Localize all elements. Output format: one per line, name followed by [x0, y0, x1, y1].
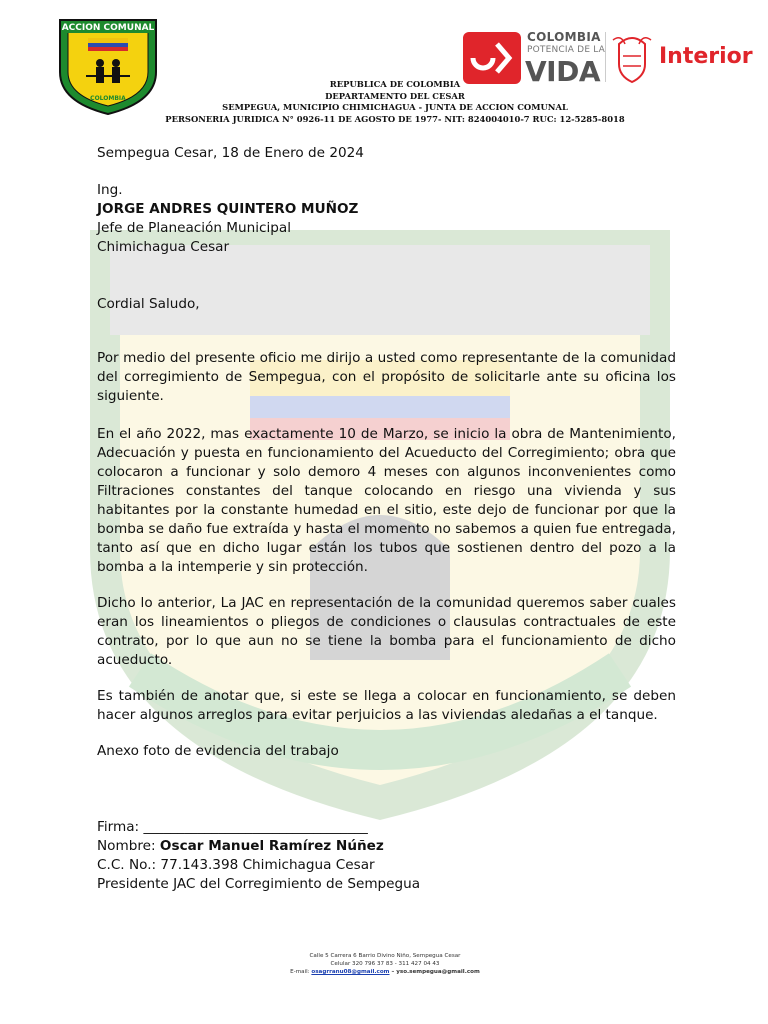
place-date: Sempegua Cesar, 18 de Enero de 2024	[97, 145, 364, 161]
paragraph-1: Por medio del presente oficio me dirijo a usted como representante de la comunidad del corregimiento de Sempegua, con el propósito de solicitarle ante su oficina los siguiente.	[97, 350, 676, 404]
footer	[250, 952, 520, 976]
signature-block	[97, 818, 676, 894]
paragraph-4: Es también de anotar que, si este se llega a colocar en funcionamiento, se deben hacer algunos arreglos para evitar perjuicios a las viviendas aledañas a el tanque.	[97, 688, 676, 723]
logo-top-text: ACCION COMUNAL	[61, 23, 155, 33]
recipient-title: Ing.	[97, 182, 123, 198]
email-separator: –	[389, 969, 397, 975]
coat-of-arms-icon	[611, 30, 653, 84]
footer-address: Calle 5 Carrera 6 Barrio Divino Niño, Sempegua Cesar	[309, 953, 461, 959]
signature-name-row	[97, 837, 676, 856]
signer-role: Presidente JAC del Corregimiento de Sempegua	[97, 876, 421, 892]
firma-label: Firma:	[97, 819, 140, 835]
email-link-1[interactable]: osagrranu08@gmail.com	[311, 969, 390, 975]
paragraph-2: En el año 2022, mas exactamente 10 de Marzo, se inicio la obra de Mantenimiento, Adecuación y puesta en funcionamiento del Acueducto del Corregimiento; obra que colocaron a funcionar y solo demoro 4 meses con algunos inconvenientes como Filtraciones constantes del tanque colocando en riesgo una vivienda y sus habitantes por la constante humedad en el sitio, este dejo de funcionar por que la bomba se daño fue extraída y hasta el momento no sabemos a quien fue entregada, tanto así que en dicho lugar están los tubos que sostienen dentro del pozo a la bomba a la intemperie y sin protección.	[97, 426, 676, 575]
firma-line: _________________________________	[143, 819, 368, 835]
recipient-block	[97, 181, 676, 257]
recipient-name: JORGE ANDRES QUINTERO MUÑOZ	[97, 201, 359, 217]
signer-id: C.C. No.: 77.143.398 Chimichagua Cesar	[97, 857, 375, 873]
recipient-position: Jefe de Planeación Municipal	[97, 220, 291, 236]
footer-phone: Celular 320 796 37 83 - 311 427 04 43	[330, 961, 440, 967]
org-header	[160, 79, 630, 125]
greeting: Cordial Saludo,	[97, 296, 200, 312]
logo-bottom-text: COLOMBIA	[90, 95, 126, 102]
brand-potencia: POTENCIA DE LA	[527, 45, 606, 55]
signature-firma-row	[97, 818, 676, 837]
brand-divider	[605, 32, 606, 82]
org-line-municipality: SEMPEGUA, MUNICIPIO CHIMICHAGUA - JUNTA DE ACCION COMUNAL	[222, 102, 568, 112]
recipient-city: Chimichagua Cesar	[97, 239, 230, 255]
accion-comunal-logo	[58, 16, 158, 116]
brand-vida: VIDA	[525, 55, 600, 88]
brand-colombia: COLOMBIA	[527, 30, 601, 44]
org-line-legal: PERSONERIA JURIDICA N° 0926-11 DE AGOSTO DE 1977- NIT: 824004010-7 RUC: 12-5285-8018	[165, 113, 625, 124]
paragraph-3: Dicho lo anterior, La JAC en representación de la comunidad queremos saber cuales eran los lineamientos o pliegos de condiciones o clausulas contractuales de este contrato, por lo que aun no se tiene la bomba para el funcionamiento de dicho acueducto.	[97, 595, 676, 668]
name-label: Nombre:	[97, 838, 156, 854]
email-label: E-mail:	[290, 969, 310, 975]
signer-name: Oscar Manuel Ramírez Núñez	[159, 838, 384, 854]
colombia-potencia-mark	[463, 32, 521, 84]
email-link-2[interactable]: yso.sempegua@gmail.com	[396, 969, 480, 975]
footer-email-row	[250, 968, 520, 976]
annex-note: Anexo foto de evidencia del trabajo	[97, 743, 339, 759]
org-line-country: REPUBLICA DE COLOMBIA	[329, 79, 461, 89]
brand-interior: Interior	[659, 44, 753, 69]
org-line-department: DEPARTAMENTO DEL CESAR	[325, 90, 465, 101]
